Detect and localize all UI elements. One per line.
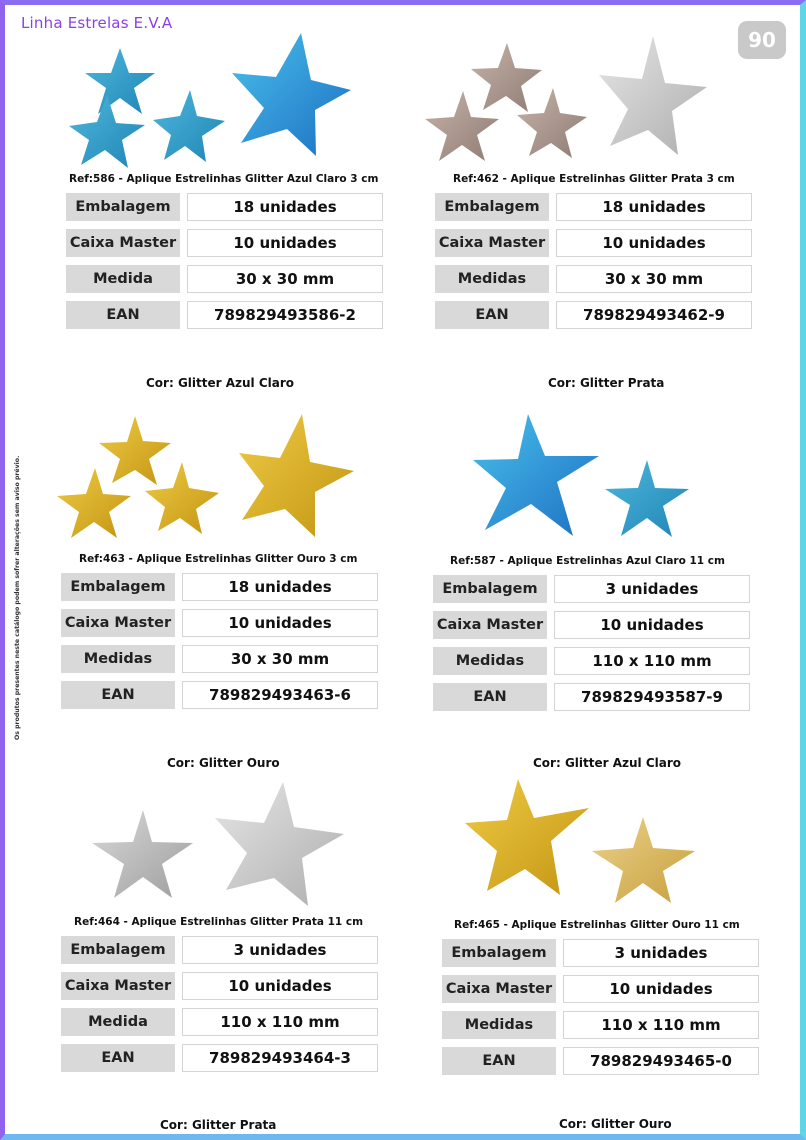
spec-row: [61, 681, 378, 709]
spec-value: 18 unidades: [556, 193, 752, 221]
product-2-color: Cor: Glitter Prata: [548, 376, 665, 390]
spec-row: [442, 1047, 759, 1075]
product-4-ref: Ref:587 - Aplique Estrelinhas Azul Claro 11 cm: [450, 555, 725, 567]
spec-value: 10 unidades: [182, 609, 378, 637]
spec-row: [66, 193, 383, 221]
spec-label: Caixa Master: [61, 972, 175, 1000]
star-shape: [232, 33, 351, 156]
product-3-ref: Ref:463 - Aplique Estrelinhas Glitter Ouro 3 cm: [79, 553, 358, 565]
star-shape: [599, 36, 707, 155]
spec-label: Medidas: [442, 1011, 556, 1039]
spec-row: [66, 265, 383, 293]
spec-label: EAN: [433, 683, 547, 711]
spec-row: [435, 229, 752, 257]
spec-row: [66, 229, 383, 257]
spec-row: [61, 1008, 378, 1036]
spec-label: EAN: [435, 301, 549, 329]
star-shape: [92, 810, 193, 898]
spec-value: 10 unidades: [182, 972, 378, 1000]
spec-label: EAN: [61, 1044, 175, 1072]
spec-label: Caixa Master: [61, 609, 175, 637]
spec-value: 10 unidades: [554, 611, 750, 639]
product-4-spec-table: [433, 575, 750, 719]
star-shape: [153, 90, 225, 162]
star-shape: [99, 416, 171, 485]
star-shape: [473, 414, 599, 536]
spec-value: 10 unidades: [563, 975, 759, 1003]
page-number-badge: 90: [738, 21, 786, 59]
star-shape: [592, 817, 695, 903]
product-1-spec-table: [66, 193, 383, 337]
star-shape: [471, 43, 542, 112]
star-shape: [605, 460, 689, 537]
spec-label: Caixa Master: [442, 975, 556, 1003]
page-title: Linha Estrelas E.V.A: [21, 14, 173, 32]
spec-value: 110 x 110 mm: [563, 1011, 759, 1039]
spec-value: 3 unidades: [563, 939, 759, 967]
spec-value: 789829493462-9: [556, 301, 752, 329]
spec-value: 789829493465-0: [563, 1047, 759, 1075]
product-6-ref: Ref:465 - Aplique Estrelinhas Glitter Ouro 11 cm: [454, 919, 740, 931]
spec-row: [435, 265, 752, 293]
spec-row: [442, 1011, 759, 1039]
product-6-spec-table: [442, 939, 759, 1083]
spec-label: Embalagem: [61, 936, 175, 964]
spec-row: [442, 939, 759, 967]
spec-label: Medidas: [61, 645, 175, 673]
spec-value: 30 x 30 mm: [182, 645, 378, 673]
spec-row: [61, 936, 378, 964]
spec-value: 3 unidades: [182, 936, 378, 964]
spec-label: EAN: [66, 301, 180, 329]
product-4-image: [473, 410, 703, 550]
spec-label: Caixa Master: [66, 229, 180, 257]
spec-value: 110 x 110 mm: [182, 1008, 378, 1036]
spec-value: 18 unidades: [182, 573, 378, 601]
spec-value: 789829493463-6: [182, 681, 378, 709]
spec-label: Caixa Master: [435, 229, 549, 257]
spec-label: Medida: [66, 265, 180, 293]
star-shape: [215, 782, 344, 906]
spec-row: [61, 645, 378, 673]
spec-row: [433, 647, 750, 675]
spec-label: Medidas: [433, 647, 547, 675]
spec-row: [61, 609, 378, 637]
product-3-spec-table: [61, 573, 378, 717]
spec-label: Caixa Master: [433, 611, 547, 639]
spec-row: [435, 301, 752, 329]
star-shape: [239, 414, 354, 537]
product-1-image: [65, 30, 355, 175]
spec-value: 10 unidades: [556, 229, 752, 257]
spec-value: 10 unidades: [187, 229, 383, 257]
spec-value: 30 x 30 mm: [187, 265, 383, 293]
spec-value: 110 x 110 mm: [554, 647, 750, 675]
spec-row: [66, 301, 383, 329]
star-shape: [465, 779, 589, 895]
spec-label: Medida: [61, 1008, 175, 1036]
spec-label: EAN: [442, 1047, 556, 1075]
spec-value: 30 x 30 mm: [556, 265, 752, 293]
spec-value: 789829493464-3: [182, 1044, 378, 1072]
product-5-spec-table: [61, 936, 378, 1080]
star-shape: [85, 48, 155, 114]
spec-row: [61, 573, 378, 601]
product-5-image: [90, 780, 350, 915]
spec-value: 789829493587-9: [554, 683, 750, 711]
spec-row: [433, 611, 750, 639]
product-2-image: [425, 33, 725, 173]
spec-label: Embalagem: [61, 573, 175, 601]
spec-value: 3 unidades: [554, 575, 750, 603]
spec-row: [61, 1044, 378, 1072]
spec-label: Embalagem: [435, 193, 549, 221]
spec-label: EAN: [61, 681, 175, 709]
spec-label: Embalagem: [442, 939, 556, 967]
product-1-ref: Ref:586 - Aplique Estrelinhas Glitter Azul Claro 3 cm: [69, 173, 379, 185]
disclaimer-note: Os produtos presentes neste catálogo podem sofrer alterações sem aviso prévio.: [14, 455, 21, 740]
spec-row: [61, 972, 378, 1000]
spec-value: 18 unidades: [187, 193, 383, 221]
product-3-color: Cor: Glitter Ouro: [167, 756, 280, 770]
product-2-spec-table: [435, 193, 752, 337]
product-6-color: Cor: Glitter Ouro: [559, 1117, 672, 1131]
product-2-ref: Ref:462 - Aplique Estrelinhas Glitter Prata 3 cm: [453, 173, 735, 185]
spec-label: Embalagem: [433, 575, 547, 603]
product-4-color: Cor: Glitter Azul Claro: [533, 756, 682, 770]
spec-row: [433, 683, 750, 711]
spec-row: [442, 975, 759, 1003]
product-1-color: Cor: Glitter Azul Claro: [146, 376, 295, 390]
spec-label: Embalagem: [66, 193, 180, 221]
spec-label: Medidas: [435, 265, 549, 293]
star-shape: [145, 462, 219, 534]
product-6-image: [465, 777, 705, 912]
product-5-ref: Ref:464 - Aplique Estrelinhas Glitter Prata 11 cm: [74, 916, 364, 928]
product-5-color: Cor: Glitter Prata: [160, 1118, 277, 1132]
product-3-image: [57, 410, 357, 550]
spec-row: [433, 575, 750, 603]
spec-value: 789829493586-2: [187, 301, 383, 329]
star-shape: [517, 88, 587, 158]
spec-row: [435, 193, 752, 221]
